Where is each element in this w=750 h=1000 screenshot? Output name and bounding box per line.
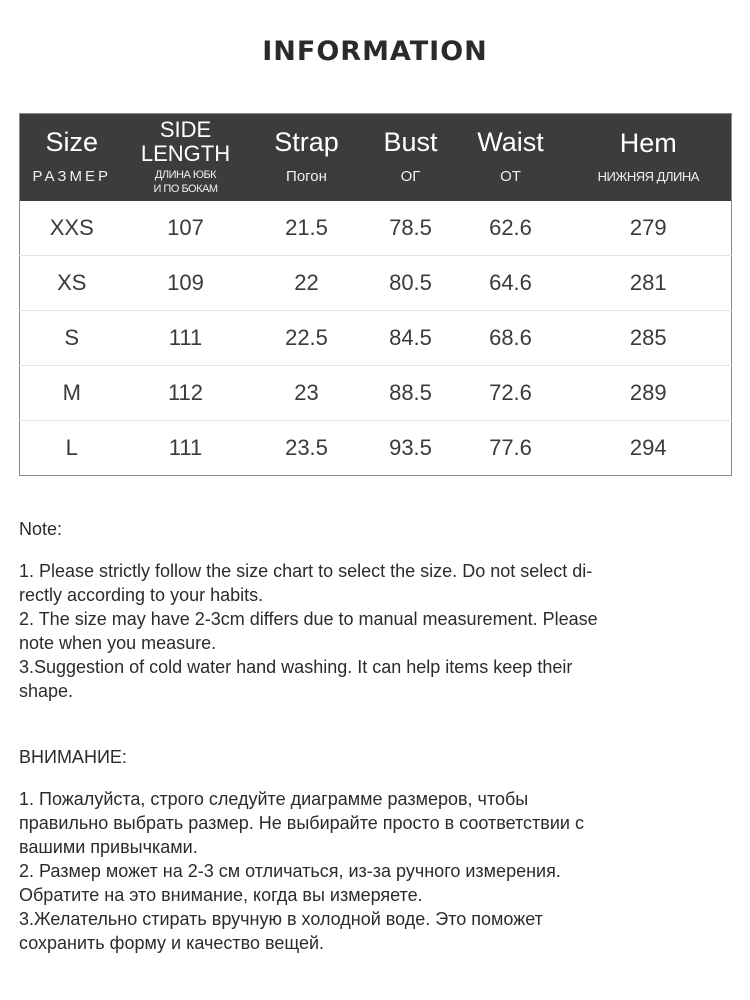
cell-size: M <box>62 380 81 405</box>
cell-waist: 72.6 <box>489 380 532 405</box>
note-line: 1. Please strictly follow the size chart to select the size. Do not select di- <box>19 561 593 581</box>
note-line: вашими привычками. <box>19 837 198 857</box>
cell-bust: 78.5 <box>389 214 432 240</box>
table-row <box>20 366 732 421</box>
note-line: rectly according to your habits. <box>19 585 264 605</box>
cell-waist: 77.6 <box>489 435 532 460</box>
note-heading: ВНИМАНИЕ: <box>19 747 127 767</box>
cell-waist: 68.6 <box>489 325 532 350</box>
table-row <box>20 311 732 366</box>
size-chart-table <box>19 113 732 476</box>
cell-side-length: 112 <box>167 380 204 405</box>
cell-strap: 22 <box>294 270 319 295</box>
cell-hem: 281 <box>629 270 667 295</box>
header-main: LENGTH <box>140 141 231 167</box>
table-header-row <box>20 114 732 201</box>
cell-size: S <box>64 325 80 350</box>
header-waist <box>456 114 566 201</box>
table-row <box>20 256 732 311</box>
header-main: Strap <box>274 127 339 158</box>
header-side-length <box>124 114 248 201</box>
note-line: 3.Желательно стирать вручную в холодной воде. Это поможет <box>19 909 543 929</box>
cell-strap: 22.5 <box>285 325 328 350</box>
header-sub: ОГ <box>400 168 421 186</box>
cell-hem: 285 <box>629 325 667 350</box>
note-line: 3.Suggestion of cold water hand washing. It can help items keep their <box>19 657 573 677</box>
cell-strap: 21.5 <box>285 214 328 240</box>
cell-hem: 294 <box>629 435 667 460</box>
cell-bust: 88.5 <box>389 380 432 405</box>
cell-bust: 80.5 <box>389 270 432 295</box>
note-line: 1. Пожалуйста, строго следуйте диаграмме размеров, чтобы <box>19 789 529 809</box>
cell-strap: 23 <box>294 380 319 405</box>
cell-bust: 84.5 <box>389 325 432 350</box>
header-sub: ОТ <box>500 168 521 186</box>
table-row <box>20 201 732 256</box>
note-line: shape. <box>19 681 74 701</box>
header-sub: Погон <box>286 168 327 186</box>
cell-size: XXS <box>49 214 94 240</box>
note-english <box>19 517 731 703</box>
note-line: Обратите на это внимание, когда вы измеряете. <box>19 885 423 905</box>
note-line: сохранить форму и качество вещей. <box>19 933 325 953</box>
note-line: note when you measure. <box>19 633 217 653</box>
header-main: Hem <box>619 128 677 159</box>
note-line: 2. Размер может на 2-3 см отличаться, из-за ручного измерения. <box>19 861 561 881</box>
cell-side-length: 111 <box>168 435 203 460</box>
header-sub: ДЛИНА ЮБК <box>154 169 217 182</box>
table-row <box>20 421 732 476</box>
cell-waist: 64.6 <box>489 270 532 295</box>
header-bust <box>366 114 456 201</box>
header-main: Bust <box>383 127 438 158</box>
header-size <box>20 114 124 201</box>
header-sub: НИЖНЯЯ ДЛИНА <box>597 169 699 185</box>
header-main: Waist <box>477 127 544 158</box>
cell-hem: 279 <box>629 214 667 240</box>
header-sub: РАЗМЕР <box>32 168 111 186</box>
cell-side-length: 111 <box>168 325 203 350</box>
header-strap <box>248 114 366 201</box>
note-line: 2. The size may have 2-3cm differs due to manual measurement. Please <box>19 609 598 629</box>
cell-side-length: 109 <box>167 270 204 295</box>
note-russian <box>19 745 731 955</box>
cell-side-length: 107 <box>167 214 204 240</box>
header-main: SIDE <box>159 117 212 143</box>
cell-strap: 23.5 <box>285 435 328 460</box>
note-line: правильно выбрать размер. Не выбирайте просто в соответствии с <box>19 813 584 833</box>
header-hem <box>566 114 732 201</box>
note-heading: Note: <box>19 519 63 539</box>
page-title: INFORMATION <box>262 36 488 67</box>
header-main: Size <box>45 127 99 158</box>
cell-size: L <box>65 435 78 460</box>
cell-size: XS <box>57 270 87 295</box>
header-sub: И ПО БОКАМ <box>153 183 218 196</box>
cell-hem: 289 <box>629 380 667 405</box>
cell-waist: 62.6 <box>489 214 532 240</box>
cell-bust: 93.5 <box>389 435 432 460</box>
